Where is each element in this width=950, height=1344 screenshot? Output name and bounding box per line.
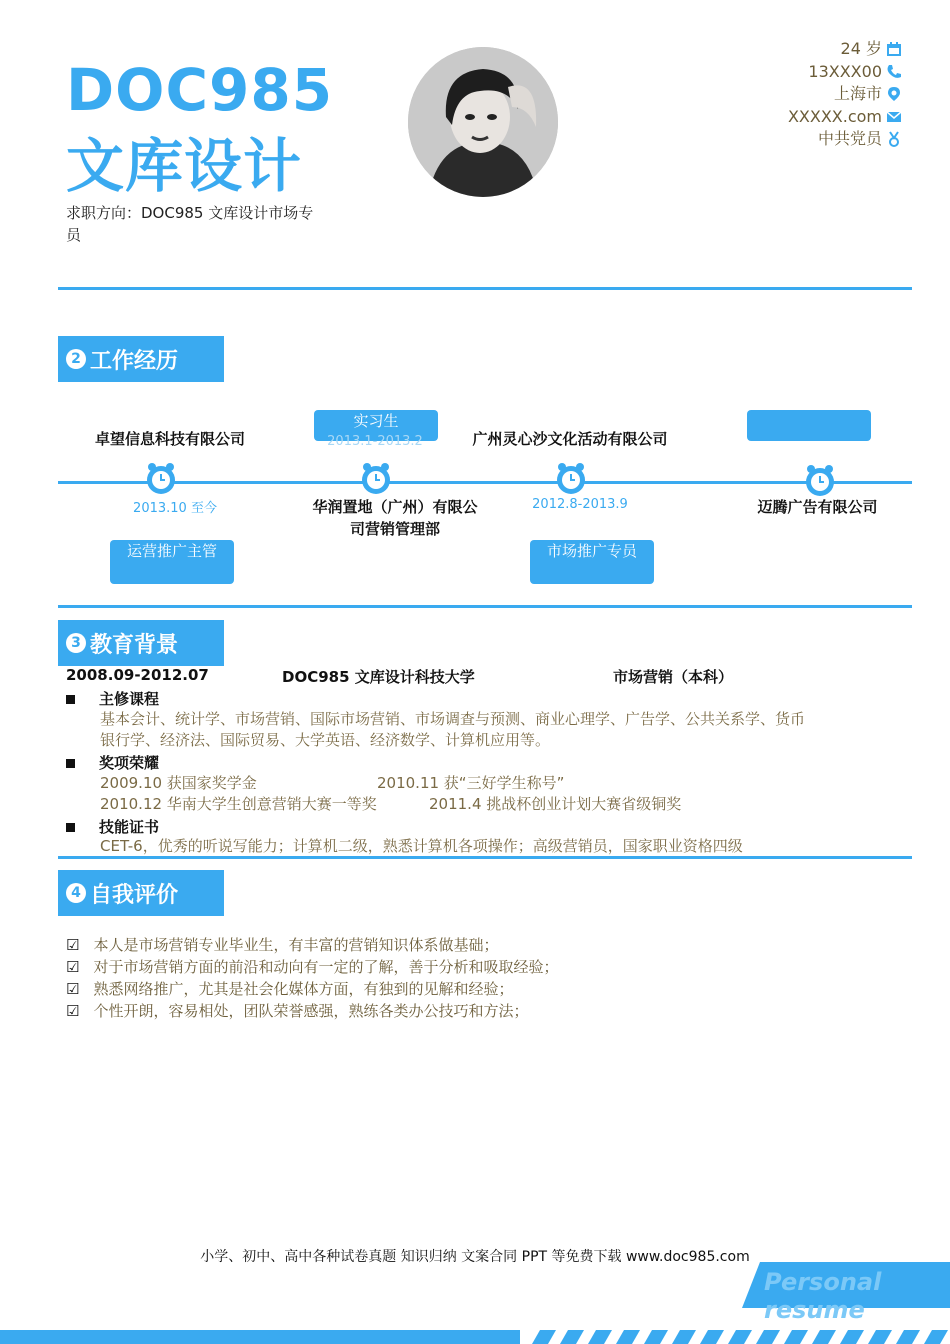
checkbox-icon: ☑	[66, 936, 80, 954]
politics-text: 中共党员	[817, 129, 882, 148]
header-divider	[58, 287, 912, 290]
courses-line-2: 银行学、经济法、国际贸易、大学英语、经济数学、计算机应用等。	[100, 731, 551, 749]
section-title: 教育背景	[90, 632, 179, 658]
alarm-clock-icon	[358, 460, 394, 496]
list-item	[66, 934, 558, 956]
city-text: 上海市	[833, 84, 882, 103]
self-eval-text: 个性开朗，容易相处，团队荣誉感强，熟练各类办公技巧和方法；	[93, 1002, 529, 1020]
section-number: 3	[66, 633, 86, 653]
timeline-company-4: 迈腾广告有限公司	[757, 498, 878, 516]
courses-title: 主修课程	[99, 690, 160, 708]
name-line-2: 文库设计	[66, 132, 303, 200]
self-eval-text: 熟悉网络推广，尤其是社会化媒体方面，有独到的见解和经验；	[93, 980, 514, 998]
list-item	[66, 1000, 558, 1022]
timeline-company-2: 华润置地（广州）有限公司营销管理部	[312, 498, 478, 538]
section-education-heading	[58, 620, 224, 666]
skills-heading	[66, 816, 159, 837]
skills-title: 技能证书	[99, 818, 160, 836]
portrait-image	[408, 47, 558, 197]
courses-text	[100, 709, 910, 751]
location-pin-icon	[886, 86, 902, 102]
section-number: 4	[66, 883, 86, 903]
contact-info	[788, 38, 902, 151]
timeline-company-3: 广州灵心沙文化活动有限公司	[472, 430, 668, 448]
courses-line-1: 基本会计、统计学、市场营销、国际市场营销、市场调查与预测、商业心理学、广告学、公共关系学、货币	[100, 710, 806, 728]
section-work-heading	[58, 336, 224, 382]
self-eval-text: 本人是市场营销专业毕业生，有丰富的营销知识体系做基础；	[93, 936, 499, 954]
timeline-date-1: 2013.10 至今	[133, 501, 217, 516]
name-line-1: DOC985	[66, 56, 334, 124]
section-title: 工作经历	[90, 348, 179, 374]
self-eval-list	[66, 934, 558, 1022]
self-eval-text: 对于市场营销方面的前沿和动向有一定的了解，善于分析和吸取经验；	[93, 958, 559, 976]
education-divider	[58, 856, 912, 859]
edu-period: 2008.09-2012.07	[66, 666, 209, 684]
timeline-date-3: 2012.8-2013.9	[532, 497, 628, 512]
timeline-role-4	[747, 410, 871, 441]
medal-icon	[886, 131, 902, 147]
awards-heading	[66, 752, 159, 773]
award-1: 2009.10 获国家奖学金	[100, 774, 257, 792]
contact-email	[788, 106, 902, 129]
edu-major: 市场营销（本科）	[613, 668, 734, 686]
work-divider	[58, 605, 912, 608]
timeline-company-1: 卓望信息科技有限公司	[94, 430, 245, 448]
contact-age	[788, 38, 902, 61]
contact-phone	[788, 61, 902, 84]
personal-resume-banner: Personal resume	[764, 1268, 882, 1324]
contact-city	[788, 83, 902, 106]
award-4: 2011.4 挑战杯创业计划大赛省级铜奖	[429, 795, 682, 813]
timeline-role-1: 运营推广主管	[110, 540, 234, 584]
alarm-clock-icon	[143, 460, 179, 496]
envelope-icon	[886, 109, 902, 125]
phone-text: 13XXX00	[808, 61, 882, 81]
alarm-clock-icon	[802, 462, 838, 498]
list-item	[66, 956, 558, 978]
contact-politics	[788, 128, 902, 151]
age-text: 24 岁	[840, 39, 882, 58]
phone-icon	[886, 64, 902, 80]
skills-text: CET-6，优秀的听说写能力；计算机二级，熟悉计算机各项操作；高级营销员，国家职业资格四级	[100, 837, 743, 855]
edu-school: DOC985 文库设计科技大学	[282, 668, 475, 686]
footer-text: 小学、初中、高中各种试卷真题 知识归纳 文案合同 PPT 等免费下载 www.doc985.com	[200, 1249, 750, 1265]
section-title: 自我评价	[90, 882, 179, 908]
timeline-role-2: 实习生	[314, 410, 438, 441]
award-3: 2010.12 华南大学生创意营销大赛一等奖	[100, 795, 377, 813]
award-2: 2010.11 获“三好学生称号”	[377, 774, 565, 792]
section-self-heading	[58, 870, 224, 916]
alarm-clock-icon	[553, 460, 589, 496]
checkbox-icon: ☑	[66, 980, 80, 998]
courses-heading	[66, 688, 159, 709]
section-number: 2	[66, 349, 86, 369]
awards-title: 奖项荣耀	[99, 754, 160, 772]
timeline-role-3: 市场推广专员	[530, 540, 654, 584]
job-objective: 求职方向：DOC985 文库设计市场专员	[66, 204, 314, 244]
checkbox-icon: ☑	[66, 958, 80, 976]
timeline-date-2: 2013.1-2013.2	[327, 434, 423, 448]
email-text: XXXXX.com	[787, 106, 882, 126]
list-item	[66, 978, 558, 1000]
checkbox-icon: ☑	[66, 1002, 80, 1020]
calendar-icon	[886, 41, 902, 57]
name-heading	[66, 52, 333, 204]
timeline-line	[58, 481, 912, 484]
profile-photo	[408, 47, 558, 197]
